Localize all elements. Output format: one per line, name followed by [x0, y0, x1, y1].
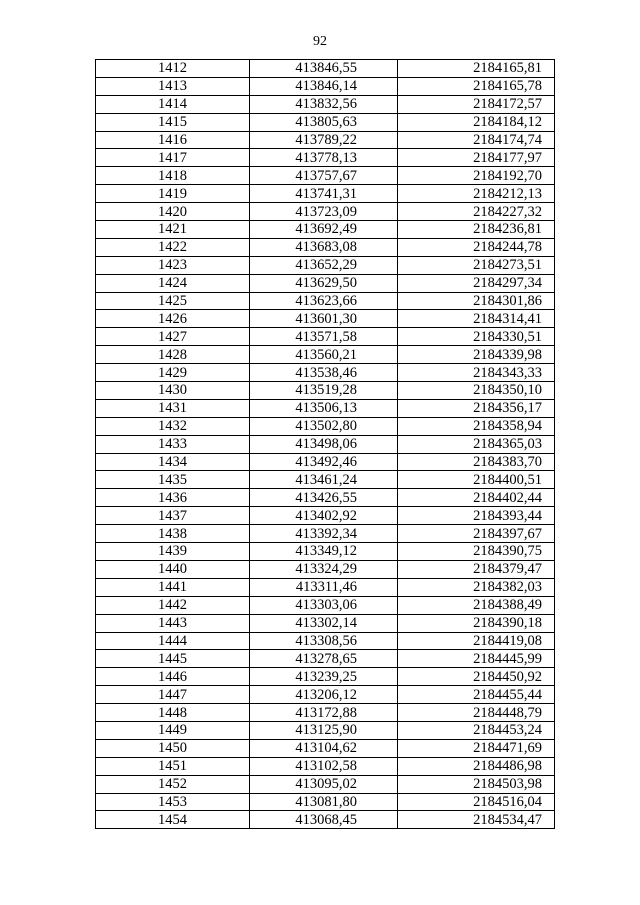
y-coordinate-cell: 2184350,10 [398, 382, 555, 400]
point-number-cell: 1441 [96, 578, 250, 596]
coordinates-table-body [96, 60, 555, 829]
y-coordinate-cell: 2184174,74 [398, 131, 555, 149]
table-row [96, 721, 555, 739]
table-row [96, 668, 555, 686]
y-coordinate-cell: 2184450,92 [398, 668, 555, 686]
x-coordinate-cell: 413498,06 [250, 435, 398, 453]
point-number-cell: 1437 [96, 507, 250, 525]
x-coordinate-cell: 413757,67 [250, 167, 398, 185]
table-row [96, 346, 555, 364]
y-coordinate-cell: 2184400,51 [398, 471, 555, 489]
x-coordinate-cell: 413506,13 [250, 399, 398, 417]
table-row [96, 686, 555, 704]
y-coordinate-cell: 2184212,13 [398, 185, 555, 203]
x-coordinate-cell: 413068,45 [250, 811, 398, 829]
table-row [96, 256, 555, 274]
y-coordinate-cell: 2184534,47 [398, 811, 555, 829]
point-number-cell: 1444 [96, 632, 250, 650]
x-coordinate-cell: 413492,46 [250, 453, 398, 471]
table-row [96, 453, 555, 471]
x-coordinate-cell: 413392,34 [250, 525, 398, 543]
table-row [96, 596, 555, 614]
y-coordinate-cell: 2184301,86 [398, 292, 555, 310]
point-number-cell: 1412 [96, 60, 250, 78]
y-coordinate-cell: 2184390,18 [398, 614, 555, 632]
table-row [96, 185, 555, 203]
table-row [96, 435, 555, 453]
y-coordinate-cell: 2184165,78 [398, 77, 555, 95]
table-row [96, 507, 555, 525]
table-row [96, 167, 555, 185]
y-coordinate-cell: 2184486,98 [398, 757, 555, 775]
point-number-cell: 1424 [96, 274, 250, 292]
x-coordinate-cell: 413692,49 [250, 221, 398, 239]
point-number-cell: 1452 [96, 775, 250, 793]
x-coordinate-cell: 413402,92 [250, 507, 398, 525]
point-number-cell: 1434 [96, 453, 250, 471]
x-coordinate-cell: 413426,55 [250, 489, 398, 507]
table-row [96, 364, 555, 382]
table-row [96, 489, 555, 507]
point-number-cell: 1414 [96, 95, 250, 113]
y-coordinate-cell: 2184227,32 [398, 203, 555, 221]
point-number-cell: 1447 [96, 686, 250, 704]
point-number-cell: 1433 [96, 435, 250, 453]
point-number-cell: 1440 [96, 560, 250, 578]
point-number-cell: 1439 [96, 543, 250, 561]
y-coordinate-cell: 2184297,34 [398, 274, 555, 292]
x-coordinate-cell: 413461,24 [250, 471, 398, 489]
point-number-cell: 1436 [96, 489, 250, 507]
table-row [96, 543, 555, 561]
x-coordinate-cell: 413846,55 [250, 60, 398, 78]
table-row [96, 310, 555, 328]
x-coordinate-cell: 413172,88 [250, 704, 398, 722]
x-coordinate-cell: 413278,65 [250, 650, 398, 668]
table-row [96, 292, 555, 310]
x-coordinate-cell: 413778,13 [250, 149, 398, 167]
x-coordinate-cell: 413652,29 [250, 256, 398, 274]
point-number-cell: 1421 [96, 221, 250, 239]
table-row [96, 775, 555, 793]
point-number-cell: 1454 [96, 811, 250, 829]
table-row [96, 525, 555, 543]
x-coordinate-cell: 413832,56 [250, 95, 398, 113]
x-coordinate-cell: 413303,06 [250, 596, 398, 614]
x-coordinate-cell: 413723,09 [250, 203, 398, 221]
table-row [96, 238, 555, 256]
y-coordinate-cell: 2184165,81 [398, 60, 555, 78]
x-coordinate-cell: 413125,90 [250, 721, 398, 739]
point-number-cell: 1453 [96, 793, 250, 811]
y-coordinate-cell: 2184330,51 [398, 328, 555, 346]
point-number-cell: 1429 [96, 364, 250, 382]
table-row [96, 113, 555, 131]
y-coordinate-cell: 2184448,79 [398, 704, 555, 722]
x-coordinate-cell: 413571,58 [250, 328, 398, 346]
point-number-cell: 1417 [96, 149, 250, 167]
table-row [96, 650, 555, 668]
y-coordinate-cell: 2184503,98 [398, 775, 555, 793]
x-coordinate-cell: 413846,14 [250, 77, 398, 95]
point-number-cell: 1415 [96, 113, 250, 131]
point-number-cell: 1420 [96, 203, 250, 221]
y-coordinate-cell: 2184383,70 [398, 453, 555, 471]
y-coordinate-cell: 2184314,41 [398, 310, 555, 328]
point-number-cell: 1449 [96, 721, 250, 739]
page-number: 92 [313, 34, 327, 49]
table-row [96, 614, 555, 632]
table-row [96, 203, 555, 221]
point-number-cell: 1445 [96, 650, 250, 668]
x-coordinate-cell: 413601,30 [250, 310, 398, 328]
y-coordinate-cell: 2184516,04 [398, 793, 555, 811]
coordinates-table [95, 59, 555, 829]
point-number-cell: 1451 [96, 757, 250, 775]
y-coordinate-cell: 2184172,57 [398, 95, 555, 113]
table-row [96, 560, 555, 578]
x-coordinate-cell: 413502,80 [250, 417, 398, 435]
y-coordinate-cell: 2184356,17 [398, 399, 555, 417]
table-row [96, 60, 555, 78]
y-coordinate-cell: 2184445,99 [398, 650, 555, 668]
table-row [96, 95, 555, 113]
y-coordinate-cell: 2184339,98 [398, 346, 555, 364]
x-coordinate-cell: 413349,12 [250, 543, 398, 561]
table-row [96, 632, 555, 650]
point-number-cell: 1431 [96, 399, 250, 417]
point-number-cell: 1446 [96, 668, 250, 686]
point-number-cell: 1426 [96, 310, 250, 328]
x-coordinate-cell: 413560,21 [250, 346, 398, 364]
x-coordinate-cell: 413805,63 [250, 113, 398, 131]
point-number-cell: 1427 [96, 328, 250, 346]
table-row [96, 739, 555, 757]
x-coordinate-cell: 413683,08 [250, 238, 398, 256]
point-number-cell: 1428 [96, 346, 250, 364]
x-coordinate-cell: 413324,29 [250, 560, 398, 578]
table-row [96, 149, 555, 167]
point-number-cell: 1438 [96, 525, 250, 543]
y-coordinate-cell: 2184390,75 [398, 543, 555, 561]
table-row [96, 757, 555, 775]
point-number-cell: 1430 [96, 382, 250, 400]
y-coordinate-cell: 2184397,67 [398, 525, 555, 543]
x-coordinate-cell: 413081,80 [250, 793, 398, 811]
table-row [96, 221, 555, 239]
point-number-cell: 1419 [96, 185, 250, 203]
y-coordinate-cell: 2184177,97 [398, 149, 555, 167]
x-coordinate-cell: 413302,14 [250, 614, 398, 632]
y-coordinate-cell: 2184382,03 [398, 578, 555, 596]
y-coordinate-cell: 2184358,94 [398, 417, 555, 435]
y-coordinate-cell: 2184343,33 [398, 364, 555, 382]
point-number-cell: 1448 [96, 704, 250, 722]
point-number-cell: 1435 [96, 471, 250, 489]
point-number-cell: 1425 [96, 292, 250, 310]
x-coordinate-cell: 413629,50 [250, 274, 398, 292]
y-coordinate-cell: 2184393,44 [398, 507, 555, 525]
point-number-cell: 1432 [96, 417, 250, 435]
x-coordinate-cell: 413741,31 [250, 185, 398, 203]
y-coordinate-cell: 2184379,47 [398, 560, 555, 578]
point-number-cell: 1423 [96, 256, 250, 274]
y-coordinate-cell: 2184365,03 [398, 435, 555, 453]
y-coordinate-cell: 2184273,51 [398, 256, 555, 274]
y-coordinate-cell: 2184184,12 [398, 113, 555, 131]
table-row [96, 131, 555, 149]
point-number-cell: 1416 [96, 131, 250, 149]
y-coordinate-cell: 2184455,44 [398, 686, 555, 704]
y-coordinate-cell: 2184236,81 [398, 221, 555, 239]
x-coordinate-cell: 413308,56 [250, 632, 398, 650]
y-coordinate-cell: 2184471,69 [398, 739, 555, 757]
y-coordinate-cell: 2184388,49 [398, 596, 555, 614]
x-coordinate-cell: 413789,22 [250, 131, 398, 149]
y-coordinate-cell: 2184192,70 [398, 167, 555, 185]
table-row [96, 328, 555, 346]
x-coordinate-cell: 413239,25 [250, 668, 398, 686]
y-coordinate-cell: 2184453,24 [398, 721, 555, 739]
y-coordinate-cell: 2184419,08 [398, 632, 555, 650]
x-coordinate-cell: 413102,58 [250, 757, 398, 775]
point-number-cell: 1418 [96, 167, 250, 185]
table-row [96, 471, 555, 489]
x-coordinate-cell: 413104,62 [250, 739, 398, 757]
x-coordinate-cell: 413311,46 [250, 578, 398, 596]
table-row [96, 417, 555, 435]
x-coordinate-cell: 413538,46 [250, 364, 398, 382]
point-number-cell: 1443 [96, 614, 250, 632]
x-coordinate-cell: 413206,12 [250, 686, 398, 704]
y-coordinate-cell: 2184244,78 [398, 238, 555, 256]
x-coordinate-cell: 413519,28 [250, 382, 398, 400]
point-number-cell: 1422 [96, 238, 250, 256]
table-row [96, 704, 555, 722]
table-row [96, 578, 555, 596]
table-row [96, 382, 555, 400]
x-coordinate-cell: 413623,66 [250, 292, 398, 310]
point-number-cell: 1450 [96, 739, 250, 757]
table-row [96, 77, 555, 95]
table-row [96, 399, 555, 417]
table-row [96, 811, 555, 829]
table-row [96, 793, 555, 811]
point-number-cell: 1442 [96, 596, 250, 614]
x-coordinate-cell: 413095,02 [250, 775, 398, 793]
point-number-cell: 1413 [96, 77, 250, 95]
y-coordinate-cell: 2184402,44 [398, 489, 555, 507]
table-row [96, 274, 555, 292]
